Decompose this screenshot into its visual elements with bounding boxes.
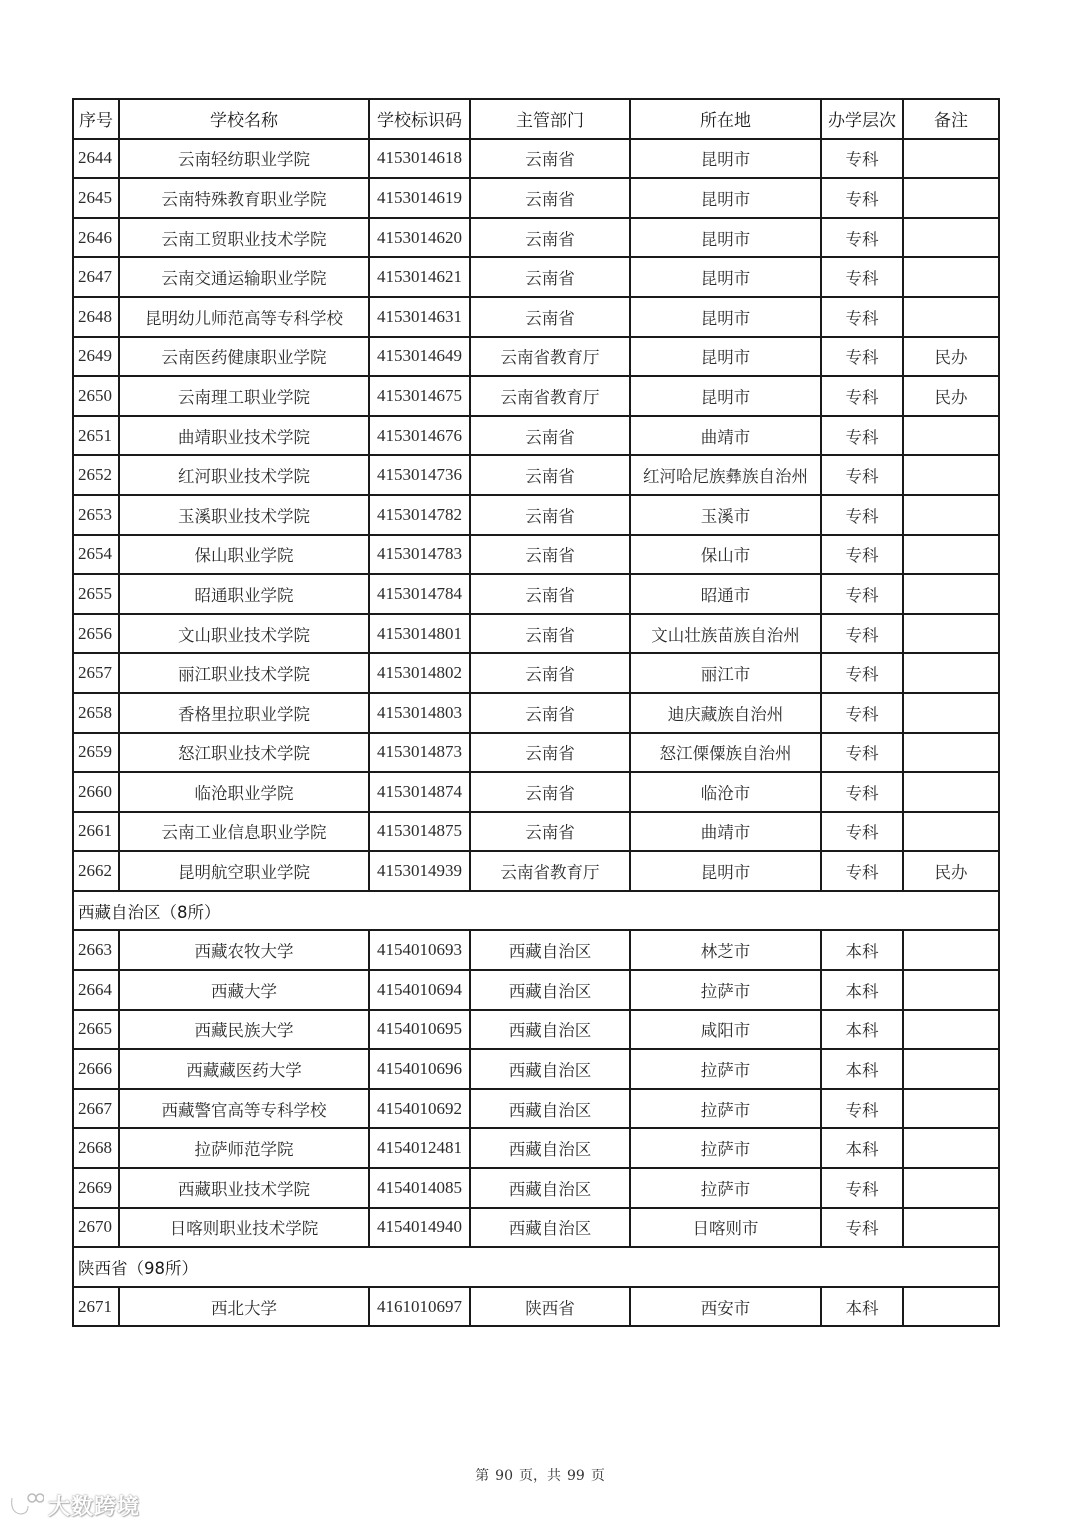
cell-authority: 西藏自治区 — [470, 1049, 630, 1089]
cell-school-code: 4153014939 — [369, 851, 470, 891]
cell-authority: 云南省 — [470, 297, 630, 337]
cell-level: 专科 — [821, 1168, 903, 1208]
cell-authority: 云南省 — [470, 535, 630, 575]
cell-level: 专科 — [821, 693, 903, 733]
cell-level: 专科 — [821, 851, 903, 891]
cell-school-name: 西藏大学 — [119, 970, 369, 1010]
cell-school-name: 西藏职业技术学院 — [119, 1168, 369, 1208]
cell-school-name: 西藏警官高等专科学校 — [119, 1089, 369, 1129]
cell-location: 昆明市 — [630, 139, 821, 179]
cell-index: 2665 — [73, 1010, 119, 1050]
cell-location: 玉溪市 — [630, 495, 821, 535]
table-row — [73, 257, 999, 297]
cell-authority: 云南省 — [470, 574, 630, 614]
table-row — [73, 812, 999, 852]
cell-school-code: 4154010696 — [369, 1049, 470, 1089]
cell-location: 昆明市 — [630, 376, 821, 416]
table-row — [73, 376, 999, 416]
cell-authority: 云南省 — [470, 178, 630, 218]
cell-index: 2666 — [73, 1049, 119, 1089]
cell-school-code: 4153014619 — [369, 178, 470, 218]
cell-school-name: 红河职业技术学院 — [119, 455, 369, 495]
cell-level: 本科 — [821, 1128, 903, 1168]
group-label: 陕西省（98所） — [73, 1247, 999, 1287]
cell-level: 专科 — [821, 1089, 903, 1129]
cell-school-code: 4153014782 — [369, 495, 470, 535]
total-pages-number: 99 — [567, 1468, 585, 1484]
cell-school-code: 4154010694 — [369, 970, 470, 1010]
cell-school-code: 4153014803 — [369, 693, 470, 733]
cell-location: 怒江傈僳族自治州 — [630, 733, 821, 773]
cell-school-name: 昆明航空职业学院 — [119, 851, 369, 891]
cell-school-name: 西藏民族大学 — [119, 1010, 369, 1050]
table-row — [73, 614, 999, 654]
cell-location: 曲靖市 — [630, 416, 821, 456]
header-school-name: 学校名称 — [119, 99, 369, 139]
cell-location: 西安市 — [630, 1287, 821, 1327]
cell-authority: 云南省 — [470, 693, 630, 733]
cell-location: 拉萨市 — [630, 970, 821, 1010]
cell-school-code: 4154010693 — [369, 930, 470, 970]
cell-remarks — [903, 812, 999, 852]
cell-remarks — [903, 455, 999, 495]
cell-school-code: 4153014621 — [369, 257, 470, 297]
cell-level: 本科 — [821, 1010, 903, 1050]
cell-index: 2647 — [73, 257, 119, 297]
cell-school-code: 4154012481 — [369, 1128, 470, 1168]
cell-remarks — [903, 574, 999, 614]
cell-school-name: 云南工贸职业技术学院 — [119, 218, 369, 258]
table-row — [73, 337, 999, 377]
cell-level: 专科 — [821, 653, 903, 693]
cell-level: 专科 — [821, 416, 903, 456]
cell-school-code: 4153014618 — [369, 139, 470, 179]
table-row — [73, 1049, 999, 1089]
cell-remarks — [903, 218, 999, 258]
cell-index: 2653 — [73, 495, 119, 535]
cell-school-name: 云南交通运输职业学院 — [119, 257, 369, 297]
schools-table — [72, 98, 1000, 1327]
cell-location: 昆明市 — [630, 178, 821, 218]
cell-index: 2664 — [73, 970, 119, 1010]
cell-remarks: 民办 — [903, 376, 999, 416]
cell-index: 2654 — [73, 535, 119, 575]
cell-school-name: 香格里拉职业学院 — [119, 693, 369, 733]
cell-index: 2655 — [73, 574, 119, 614]
cell-level: 专科 — [821, 337, 903, 377]
cell-school-name: 丽江职业技术学院 — [119, 653, 369, 693]
cell-school-code: 4161010697 — [369, 1287, 470, 1327]
cell-level: 专科 — [821, 257, 903, 297]
cell-level: 专科 — [821, 218, 903, 258]
table-row — [73, 1089, 999, 1129]
cell-school-name: 云南轻纺职业学院 — [119, 139, 369, 179]
cell-level: 专科 — [821, 139, 903, 179]
cell-school-name: 西藏农牧大学 — [119, 930, 369, 970]
cell-school-code: 4153014631 — [369, 297, 470, 337]
cell-level: 专科 — [821, 376, 903, 416]
cell-authority: 西藏自治区 — [470, 1089, 630, 1129]
page-label-prefix: 第 — [475, 1468, 490, 1484]
cell-school-name: 保山职业学院 — [119, 535, 369, 575]
cell-remarks: 民办 — [903, 337, 999, 377]
table-body — [73, 139, 999, 1327]
cell-remarks — [903, 1049, 999, 1089]
cell-level: 专科 — [821, 178, 903, 218]
cell-index: 2651 — [73, 416, 119, 456]
cell-remarks — [903, 1010, 999, 1050]
cell-school-name: 曲靖职业技术学院 — [119, 416, 369, 456]
group-header-row — [73, 1247, 999, 1287]
cell-level: 专科 — [821, 733, 903, 773]
table-row — [73, 139, 999, 179]
cell-school-name: 昆明幼儿师范高等专科学校 — [119, 297, 369, 337]
cell-index: 2660 — [73, 772, 119, 812]
cell-authority: 云南省 — [470, 614, 630, 654]
cell-school-code: 4153014675 — [369, 376, 470, 416]
cell-location: 丽江市 — [630, 653, 821, 693]
page-label-suffix: 页 — [590, 1468, 605, 1484]
table-row — [73, 970, 999, 1010]
logo-icon — [8, 1492, 44, 1524]
cell-authority: 云南省教育厅 — [470, 851, 630, 891]
cell-index: 2652 — [73, 455, 119, 495]
cell-authority: 云南省 — [470, 416, 630, 456]
cell-school-code: 4153014875 — [369, 812, 470, 852]
cell-school-name: 文山职业技术学院 — [119, 614, 369, 654]
cell-location: 拉萨市 — [630, 1168, 821, 1208]
cell-remarks — [903, 1287, 999, 1327]
cell-authority: 西藏自治区 — [470, 970, 630, 1010]
cell-authority: 西藏自治区 — [470, 930, 630, 970]
cell-school-name: 云南特殊教育职业学院 — [119, 178, 369, 218]
cell-school-name: 云南医药健康职业学院 — [119, 337, 369, 377]
current-page-number: 90 — [495, 1468, 513, 1484]
cell-school-code: 4153014676 — [369, 416, 470, 456]
cell-remarks — [903, 1208, 999, 1248]
cell-authority: 云南省 — [470, 139, 630, 179]
cell-remarks — [903, 297, 999, 337]
table-row — [73, 653, 999, 693]
cell-remarks — [903, 139, 999, 179]
cell-remarks — [903, 178, 999, 218]
cell-index: 2649 — [73, 337, 119, 377]
cell-school-code: 4153014873 — [369, 733, 470, 773]
group-label: 西藏自治区（8所） — [73, 891, 999, 931]
cell-location: 昭通市 — [630, 574, 821, 614]
cell-school-name: 玉溪职业技术学院 — [119, 495, 369, 535]
cell-school-code: 4154014085 — [369, 1168, 470, 1208]
cell-remarks — [903, 772, 999, 812]
cell-remarks — [903, 733, 999, 773]
cell-index: 2671 — [73, 1287, 119, 1327]
header-index: 序号 — [73, 99, 119, 139]
cell-location: 迪庆藏族自治州 — [630, 693, 821, 733]
table-row — [73, 535, 999, 575]
cell-authority: 云南省 — [470, 733, 630, 773]
cell-level: 本科 — [821, 1049, 903, 1089]
cell-index: 2646 — [73, 218, 119, 258]
cell-remarks — [903, 416, 999, 456]
table-row — [73, 851, 999, 891]
cell-authority: 云南省教育厅 — [470, 376, 630, 416]
table-row — [73, 693, 999, 733]
table-row — [73, 1010, 999, 1050]
cell-index: 2648 — [73, 297, 119, 337]
cell-school-code: 4154010695 — [369, 1010, 470, 1050]
cell-index: 2645 — [73, 178, 119, 218]
cell-location: 昆明市 — [630, 337, 821, 377]
cell-index: 2662 — [73, 851, 119, 891]
cell-remarks — [903, 535, 999, 575]
cell-location: 保山市 — [630, 535, 821, 575]
cell-location: 林芝市 — [630, 930, 821, 970]
cell-index: 2659 — [73, 733, 119, 773]
cell-authority: 云南省 — [470, 812, 630, 852]
cell-level: 专科 — [821, 495, 903, 535]
cell-index: 2644 — [73, 139, 119, 179]
cell-school-name: 怒江职业技术学院 — [119, 733, 369, 773]
cell-authority: 云南省教育厅 — [470, 337, 630, 377]
header-location: 所在地 — [630, 99, 821, 139]
table-row — [73, 455, 999, 495]
cell-school-name: 昭通职业学院 — [119, 574, 369, 614]
cell-remarks — [903, 257, 999, 297]
cell-level: 专科 — [821, 772, 903, 812]
page-label-mid: 页，共 — [519, 1468, 561, 1484]
table-row — [73, 930, 999, 970]
cell-location: 曲靖市 — [630, 812, 821, 852]
cell-school-code: 4153014801 — [369, 614, 470, 654]
table-row — [73, 178, 999, 218]
cell-location: 拉萨市 — [630, 1089, 821, 1129]
cell-school-code: 4153014783 — [369, 535, 470, 575]
cell-school-name: 日喀则职业技术学院 — [119, 1208, 369, 1248]
cell-school-code: 4153014784 — [369, 574, 470, 614]
cell-authority: 云南省 — [470, 772, 630, 812]
cell-location: 临沧市 — [630, 772, 821, 812]
cell-remarks — [903, 495, 999, 535]
cell-level: 专科 — [821, 614, 903, 654]
cell-level: 专科 — [821, 455, 903, 495]
table-header-row — [73, 99, 999, 139]
cell-school-code: 4153014736 — [369, 455, 470, 495]
watermark-text: 大数跨境 — [48, 1495, 141, 1520]
cell-authority: 西藏自治区 — [470, 1128, 630, 1168]
table-row — [73, 1287, 999, 1327]
cell-index: 2668 — [73, 1128, 119, 1168]
cell-remarks — [903, 1089, 999, 1129]
cell-index: 2658 — [73, 693, 119, 733]
cell-remarks — [903, 1128, 999, 1168]
cell-level: 本科 — [821, 970, 903, 1010]
cell-school-name: 拉萨师范学院 — [119, 1128, 369, 1168]
cell-authority: 云南省 — [470, 495, 630, 535]
header-level: 办学层次 — [821, 99, 903, 139]
table-row — [73, 416, 999, 456]
cell-authority: 云南省 — [470, 257, 630, 297]
cell-level: 专科 — [821, 297, 903, 337]
table-row — [73, 772, 999, 812]
cell-location: 昆明市 — [630, 218, 821, 258]
cell-location: 文山壮族苗族自治州 — [630, 614, 821, 654]
cell-authority: 西藏自治区 — [470, 1010, 630, 1050]
cell-school-name: 云南理工职业学院 — [119, 376, 369, 416]
cell-index: 2670 — [73, 1208, 119, 1248]
cell-authority: 陕西省 — [470, 1287, 630, 1327]
cell-location: 红河哈尼族彝族自治州 — [630, 455, 821, 495]
cell-authority: 云南省 — [470, 455, 630, 495]
header-authority: 主管部门 — [470, 99, 630, 139]
cell-level: 本科 — [821, 930, 903, 970]
cell-school-code: 4153014874 — [369, 772, 470, 812]
cell-authority: 云南省 — [470, 653, 630, 693]
cell-school-code: 4154010692 — [369, 1089, 470, 1129]
cell-index: 2661 — [73, 812, 119, 852]
cell-school-code: 4154014940 — [369, 1208, 470, 1248]
cell-location: 昆明市 — [630, 851, 821, 891]
cell-remarks — [903, 1168, 999, 1208]
cell-level: 本科 — [821, 1287, 903, 1327]
cell-index: 2656 — [73, 614, 119, 654]
cell-index: 2663 — [73, 930, 119, 970]
cell-school-code: 4153014620 — [369, 218, 470, 258]
table-row — [73, 574, 999, 614]
cell-location: 拉萨市 — [630, 1049, 821, 1089]
cell-location: 拉萨市 — [630, 1128, 821, 1168]
watermark — [8, 1490, 140, 1524]
cell-authority: 西藏自治区 — [470, 1168, 630, 1208]
header-school-code: 学校标识码 — [369, 99, 470, 139]
cell-school-name: 西藏藏医药大学 — [119, 1049, 369, 1089]
cell-index: 2657 — [73, 653, 119, 693]
header-remarks: 备注 — [903, 99, 999, 139]
cell-remarks — [903, 693, 999, 733]
table-row — [73, 1128, 999, 1168]
cell-level: 专科 — [821, 812, 903, 852]
cell-remarks: 民办 — [903, 851, 999, 891]
cell-index: 2667 — [73, 1089, 119, 1129]
cell-index: 2669 — [73, 1168, 119, 1208]
cell-remarks — [903, 930, 999, 970]
cell-authority: 云南省 — [470, 218, 630, 258]
cell-school-name: 云南工业信息职业学院 — [119, 812, 369, 852]
cell-remarks — [903, 653, 999, 693]
cell-level: 专科 — [821, 574, 903, 614]
cell-location: 昆明市 — [630, 297, 821, 337]
cell-remarks — [903, 614, 999, 654]
cell-school-code: 4153014649 — [369, 337, 470, 377]
cell-location: 咸阳市 — [630, 1010, 821, 1050]
table-row — [73, 1168, 999, 1208]
cell-authority: 西藏自治区 — [470, 1208, 630, 1248]
table-row — [73, 297, 999, 337]
page-footer — [0, 1465, 1080, 1485]
cell-school-code: 4153014802 — [369, 653, 470, 693]
table-row — [73, 1208, 999, 1248]
cell-level: 专科 — [821, 535, 903, 575]
cell-index: 2650 — [73, 376, 119, 416]
cell-level: 专科 — [821, 1208, 903, 1248]
cell-school-name: 西北大学 — [119, 1287, 369, 1327]
cell-location: 昆明市 — [630, 257, 821, 297]
cell-school-name: 临沧职业学院 — [119, 772, 369, 812]
table-row — [73, 733, 999, 773]
table-row — [73, 495, 999, 535]
cell-remarks — [903, 970, 999, 1010]
table-row — [73, 218, 999, 258]
group-header-row — [73, 891, 999, 931]
cell-location: 日喀则市 — [630, 1208, 821, 1248]
